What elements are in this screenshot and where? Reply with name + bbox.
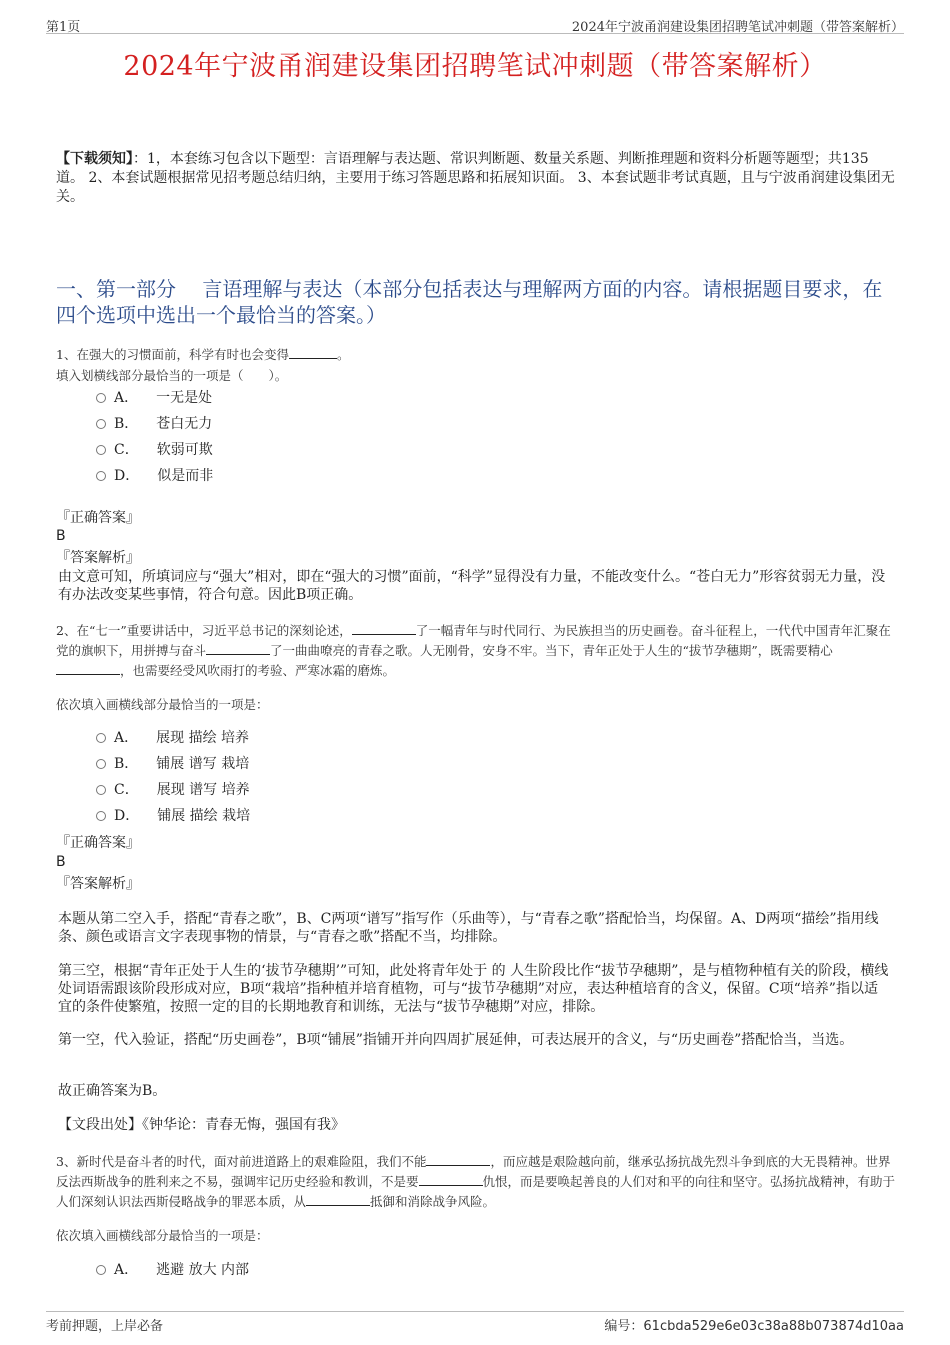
radio-icon[interactable] (96, 811, 106, 821)
q2-option-c[interactable]: C． 展现 谱写 培养 (96, 780, 250, 800)
q1-answer-label: 『正确答案』 (56, 510, 140, 526)
q1-analysis-label: 『答案解析』 (56, 550, 140, 566)
radio-icon[interactable] (96, 733, 106, 743)
q3-option-a[interactable]: A． 逃避 放大 内部 (96, 1260, 249, 1280)
q2-analysis-p2: 第三空，根据“青年正处于人生的‘拔节孕穗期’”可知，此处将青年处于 的 人生阶段比作“拔节孕穗期”，是与植物种植有关的阶段，横线处词语需跟该阶段形成对应，B项“栽培”指种植并培育植物，可与“拔节孕穗期”对应，表达种植培育的含义，保留。C项“培养”指以适宜的条件使繁殖，按照一定的目的长期地教育和训练，无法与“拔节孕穗期”对应，排除。 (58, 963, 889, 1015)
question-3-stem: 3、新时代是奋斗者的时代，面对前进道路上的艰难险阻，我们不能 ，而应越是艰险越向前，继承弘扬抗战先烈斗争到底的大无畏精神。世界反法西斯战争的胜利来之不易，强调牢记历史经验和教训，不是要 仇恨，而是要唤起善良的人们对和平的向往和坚守。弘扬抗战精神，有助于人们深刻认识法西斯侵略战争的罪恶本质，从 抵御和消除战争风险。 (56, 1154, 896, 1209)
radio-icon[interactable] (96, 419, 106, 429)
page-header (46, 14, 904, 34)
question-1-prompt: 填入划横线部分最恰当的一项是（ ）。 (56, 368, 288, 383)
page-number: 第1页 (46, 20, 81, 35)
answer-blank (306, 1192, 370, 1206)
section-heading: 一、第一部分 言语理解与表达（本部分包括表达与理解两方面的内容。请根据题目要求，在四个选项中选出一个最恰当的答案。） (56, 277, 883, 327)
source-text: 《钟华论：青春无悔，强国有我》 (142, 1117, 345, 1133)
q1-option-b[interactable]: B． 苍白无力 (96, 414, 212, 434)
answer-blank (56, 661, 120, 675)
page-footer (46, 1311, 904, 1333)
q1-analysis: 由文意可知，所填词应与“强大”相对，即在“强大的习惯”面前，“科学”显得没有力量，不能改变什么。“苍白无力”形容贫弱无力量，没有办法改变某些事情，符合句意。因此B项正确。 (58, 569, 886, 603)
q1-answer: B (56, 528, 66, 544)
question-2-prompt: 依次填入画横线部分最恰当的一项是： (56, 697, 269, 712)
notice-label: 【下载须知】 (56, 151, 133, 167)
answer-blank (352, 621, 416, 635)
notice-text: ：1，本套练习包含以下题型：言语理解与表达题、常识判断题、数量关系题、判断推理题和资料分析题等题型；共135道。 2、本套试题根据常见招考题总结归纳，主要用于练习答题思路和拓展知识面。 3、本套试题非考试真题，且与宁波甬润建设集团无关。 (56, 151, 895, 205)
q2-analysis-p4: 故正确答案为B。 (58, 1083, 167, 1099)
q1-option-a[interactable]: A． 一无是处 (96, 388, 212, 408)
source-label: 【文段出处】 (58, 1117, 142, 1133)
header-doc-title: 2024年宁波甬润建设集团招聘笔试冲刺题（带答案解析） (571, 20, 904, 35)
answer-blank (419, 1172, 483, 1186)
q2-analysis-p3: 第一空，代入验证，搭配“历史画卷”，B项“铺展”指铺开并向四周扩展延伸，可表达展开的含义，与“历史画卷”搭配恰当，当选。 (58, 1032, 854, 1048)
q2-answer: B (56, 854, 66, 870)
download-notice (56, 150, 896, 207)
question-3-prompt: 依次填入画横线部分最恰当的一项是： (56, 1228, 269, 1243)
q2-answer-label: 『正确答案』 (56, 835, 140, 851)
question-2-stem: 2、在“七一”重要讲话中，习近平总书记的深刻论述， 了一幅青年与时代同行、为民族担当的历史画卷。奋斗征程上，一代代中国青年汇聚在党的旗帜下，用拼搏与奋斗 了一曲曲嘹亮的青春之歌。人无刚骨，安身不牢。当下，青年正处于人生的“拔节孕穗期”，既需要精心，也需要经受风吹雨打的考验、严寒冰霜的磨炼。 (56, 623, 891, 678)
radio-icon[interactable] (96, 471, 106, 481)
footer-code: 编号：61cbda529e6e03c38a88b073874d10aa (604, 1319, 904, 1334)
footer-slogan: 考前押题，上岸必备 (46, 1319, 164, 1334)
document-title: 2024年宁波甬润建设集团招聘笔试冲刺题（带答案解析） (123, 51, 827, 82)
answer-blank (289, 345, 337, 359)
radio-icon[interactable] (96, 785, 106, 795)
q2-option-a[interactable]: A． 展现 描绘 培养 (96, 728, 249, 748)
q2-source (58, 1116, 890, 1134)
q2-analysis-p1: 本题从第二空入手，搭配“青春之歌”，B、C两项“谱写”指写作（乐曲等），与“青春之歌”搭配恰当，均保留。A、D两项“描绘”指用线条、颜色或语言文字表现事物的情景，与“青春之歌”搭配不当，均排除。 (58, 911, 879, 945)
q2-option-d[interactable]: D． 铺展 描绘 栽培 (96, 806, 250, 826)
radio-icon[interactable] (96, 1265, 106, 1275)
radio-icon[interactable] (96, 759, 106, 769)
answer-blank (206, 641, 270, 655)
radio-icon[interactable] (96, 445, 106, 455)
radio-icon[interactable] (96, 393, 106, 403)
q2-analysis-label: 『答案解析』 (56, 876, 140, 892)
q1-option-d[interactable]: D． 似是而非 (96, 466, 213, 486)
q2-option-b[interactable]: B． 铺展 谱写 栽培 (96, 754, 249, 774)
question-1-stem: 1、在强大的习惯面前，科学有时也会变得 。 (56, 347, 350, 362)
q1-option-c[interactable]: C． 软弱可欺 (96, 440, 213, 460)
answer-blank (426, 1152, 490, 1166)
